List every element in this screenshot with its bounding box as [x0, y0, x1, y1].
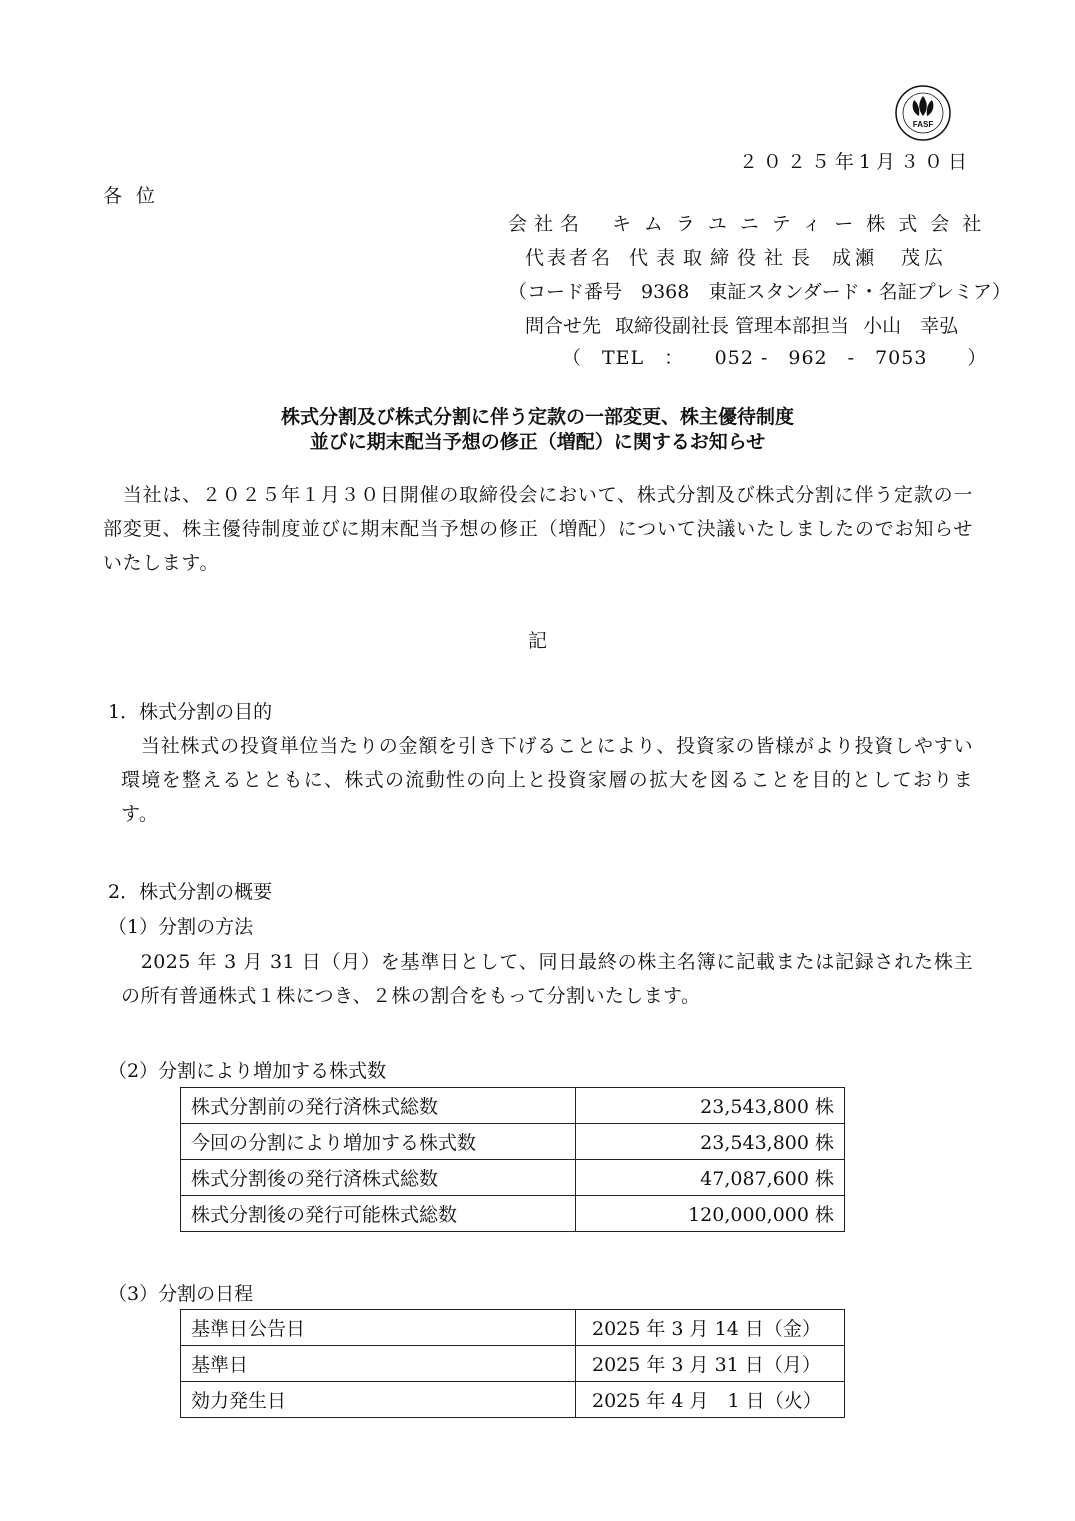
contact-label: 問合せ先	[525, 315, 602, 337]
table-row	[181, 1160, 845, 1196]
table-cell-value: 2025 年 4 月 1 日（火）	[576, 1382, 845, 1418]
stock-code-line: （コード番号 9368 東証スタンダード・名証プレミア）	[508, 281, 1011, 303]
section2-heading: 2．株式分割の概要	[108, 881, 273, 903]
table-cell-label: 効力発生日	[181, 1382, 576, 1418]
table-cell-value: 23,543,800 株	[576, 1124, 845, 1160]
table-cell-value: 120,000,000 株	[576, 1196, 845, 1232]
table-cell-label: 株式分割前の発行済株式総数	[181, 1088, 576, 1124]
logo-text: FASF	[912, 120, 934, 129]
company-info	[508, 209, 1011, 369]
shares-increase-heading: （2）分割により増加する株式数	[108, 1060, 387, 1082]
split-schedule-heading: （3）分割の日程	[108, 1283, 254, 1305]
fasf-logo	[894, 84, 952, 142]
table-row	[181, 1382, 845, 1418]
table-cell-label: 株式分割後の発行可能株式総数	[181, 1196, 576, 1232]
contact-row	[525, 311, 958, 338]
representative-row	[525, 243, 947, 270]
document-date: ２０２５年1月３０日	[738, 151, 972, 173]
table-cell-label: 株式分割後の発行済株式総数	[181, 1160, 576, 1196]
section1-body: 当社株式の投資単位当たりの金額を引き下げることにより、投資家の皆様がより投資しやすい環境を整えるとともに、株式の流動性の向上と投資家層の拡大を図ることを目的としております。	[121, 735, 973, 825]
table-cell-label: 基準日公告日	[181, 1310, 576, 1346]
split-method-heading: （1）分割の方法	[108, 916, 254, 938]
table-cell-label: 今回の分割により増加する株式数	[181, 1124, 576, 1160]
contact-title: 取締役副社長 管理本部担当	[615, 315, 850, 337]
table-row	[181, 1124, 845, 1160]
contact-name: 小山 幸弘	[863, 315, 959, 337]
telephone-line: （ TEL ： 052 - 962 - 7053 ）	[562, 347, 988, 369]
company-name-label: 会社名	[508, 213, 587, 235]
table-row	[181, 1346, 845, 1382]
table-row	[181, 1088, 845, 1124]
representative-name: 成瀬 茂広	[832, 247, 948, 269]
title-line-2: 並びに期末配当予想の修正（増配）に関するお知らせ	[309, 431, 766, 453]
title-line-1: 株式分割及び株式分割に伴う定款の一部変更、株主優待制度	[280, 406, 794, 428]
table-row	[181, 1196, 845, 1232]
company-name-row	[508, 209, 994, 236]
representative-title: 代表取締役社長	[629, 247, 819, 269]
split-method-body: 2025 年 3 月 31 日（月）を基準日として、同日最終の株主名簿に記載または記録された株主の所有普通株式１株につき、２株の割合をもって分割いたします。	[121, 951, 973, 1007]
section1-heading: 1．株式分割の目的	[108, 701, 273, 723]
representative-label: 代表者名	[525, 247, 614, 269]
table-cell-value: 47,087,600 株	[576, 1160, 845, 1196]
table-cell-label: 基準日	[181, 1346, 576, 1382]
intro-paragraph: 当社は、２０２５年１月３０日開催の取締役会において、株式分割及び株式分割に伴う定款の一部変更、株主優待制度並びに期末配当予想の修正（増配）について決議いたしましたのでお知らせいたします。	[103, 484, 973, 574]
company-name: キムラユニティー株式会社	[612, 213, 995, 235]
addressee: 各位	[103, 185, 170, 207]
shares-table	[180, 1087, 845, 1232]
table-row	[181, 1310, 845, 1346]
schedule-table	[180, 1309, 845, 1418]
ki-marker: 記	[527, 630, 547, 652]
table-cell-value: 2025 年 3 月 14 日（金）	[576, 1310, 845, 1346]
table-cell-value: 23,543,800 株	[576, 1088, 845, 1124]
table-cell-value: 2025 年 3 月 31 日（月）	[576, 1346, 845, 1382]
